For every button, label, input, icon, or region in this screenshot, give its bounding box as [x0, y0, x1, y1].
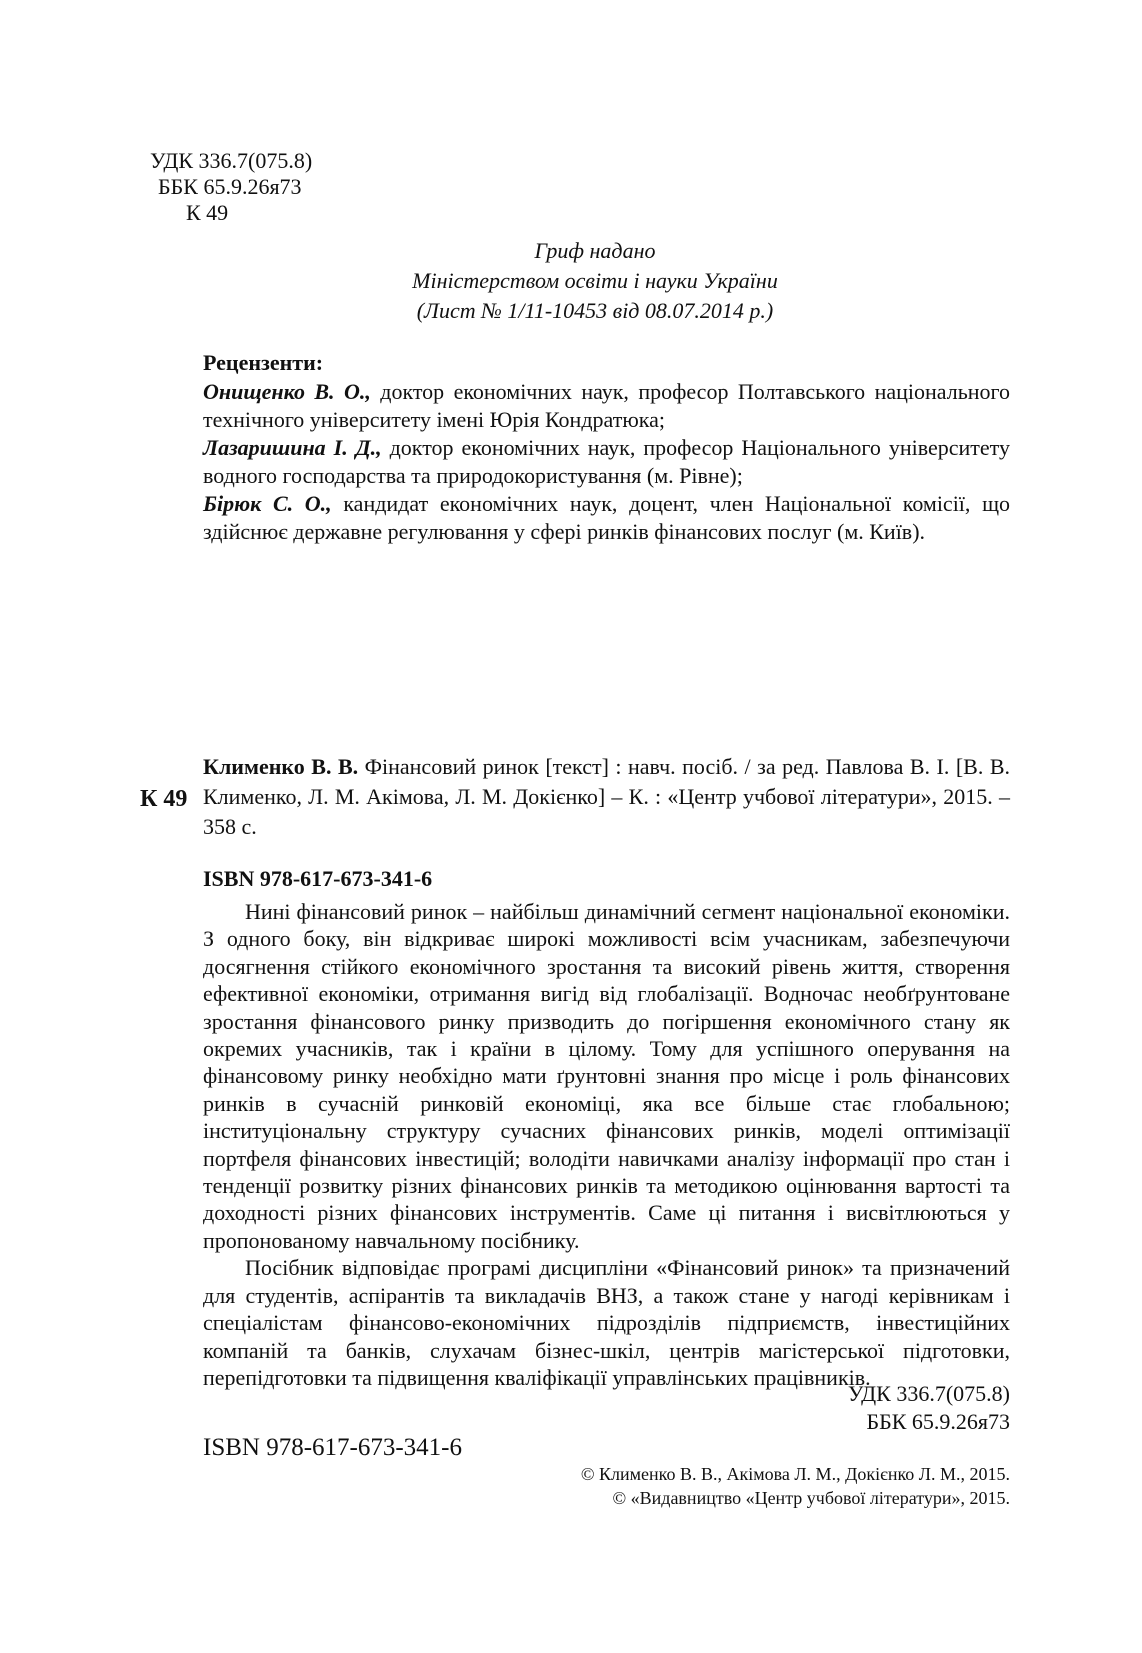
author-mark-code: К 49: [186, 200, 229, 225]
udk-code: УДК 336.7(075.8): [150, 148, 313, 173]
grif-line-3: (Лист № 1/11-10453 від 08.07.2014 р.): [416, 298, 774, 323]
approval-stamp: [330, 236, 860, 326]
reviewers-heading: Рецензенти:: [203, 350, 324, 375]
isbn-plain: ISBN 978-617-673-341-6: [203, 1434, 463, 1461]
isbn-bold: ISBN 978-617-673-341-6: [203, 866, 433, 891]
classification-codes-right: [848, 1380, 1010, 1436]
biblio-description: Фінансовий ринок [текст] : навч. посіб. / за ред. Павлова В. І. [В. В. Клименко, Л. М. Акімова, Л. М. Докієнко] – К. : «Центр учбової літератури», 2015. – 358 с.: [203, 754, 1010, 839]
author-mark: К 49: [140, 786, 188, 812]
udk-code-right: УДК 336.7(075.8): [847, 1381, 1010, 1406]
bbk-code: ББК 65.9.26я73: [158, 174, 302, 199]
bibliographic-record: [203, 752, 1010, 842]
copyright-line-2: © «Видавництво «Центр учбової літератури», 2015.: [612, 1488, 1010, 1508]
reviewers-list: [203, 378, 1010, 546]
reviewer-entry: [203, 434, 1010, 490]
reviewer-entry: [203, 490, 1010, 546]
reviewer-name: Лазаришина І. Д.,: [203, 435, 382, 460]
biblio-author: Клименко В. В.: [203, 754, 359, 779]
abstract: [203, 898, 1010, 1391]
grif-line-1: Гриф надано: [534, 238, 656, 263]
reviewer-entry: [203, 378, 1010, 434]
copyright-line-1: © Клименко В. В., Акімова Л. М., Докієнко Л. М., 2015.: [580, 1464, 1010, 1484]
abstract-paragraph-1: Нині фінансовий ринок – найбільш динамічний сегмент національної економіки. З одного боку, він відкриває широкі можливості всім учасникам, забезпечуючи досягнення стійкого економічного зростання та високий рівень життя, створення ефективної економіки, отримання вигід від глобалізації. Водночас необґрунтоване зростання фінансового ринку призводить до погіршення економічного стану як окремих учасників, так і країни в цілому. Тому для успішного оперування на фінансовому ринку необхідно мати ґрунтовні знання про місце і роль фінансових ринків в сучасній ринковій економіці, яка все більше стає глобальною; інституціональну структуру сучасних фінансових ринків, моделі оптимізації портфеля фінансових інвестицій; володіти навичками аналізу інформації про стан і тенденції розвитку різних фінансових ринків та методикою оцінювання вартості та доходності різних фінансових інструментів. Саме ці питання і висвітлюються у пропонованому навчальному посібнику.: [203, 899, 1010, 1253]
reviewer-description: кандидат економічних наук, доцент, член Національної комісії, що здійснює державне регулювання у сфері ринків фінансових послуг (м. Київ).: [203, 491, 1011, 544]
abstract-paragraph-2: Посібник відповідає програмі дисципліни «Фінансовий ринок» та призначений для студентів, аспірантів та викладачів ВНЗ, а також стане у нагоді керівникам і спеціалістам фінансово-економічних підрозділів підприємств, інвестиційних компаній та банків, слухачам бізнес-шкіл, центрів магістерської підготовки, перепідготовки та підвищення кваліфікації управлінських працівників.: [203, 1255, 1010, 1390]
bbk-code-right: ББК 65.9.26я73: [866, 1409, 1010, 1434]
copyright-block: [581, 1462, 1010, 1510]
reviewer-description: доктор економічних наук, професор Полтавського національного технічного університету імені Юрія Кондратюка;: [203, 379, 1011, 432]
grif-line-2: Міністерством освіти і науки України: [412, 268, 778, 293]
reviewer-name: Онищенко В. О.,: [203, 379, 371, 404]
reviewer-description: доктор економічних наук, професор Національного університету водного господарства та природокористування (м. Рівне);: [203, 435, 1010, 488]
reviewer-name: Бірюк С. О.,: [203, 491, 332, 516]
